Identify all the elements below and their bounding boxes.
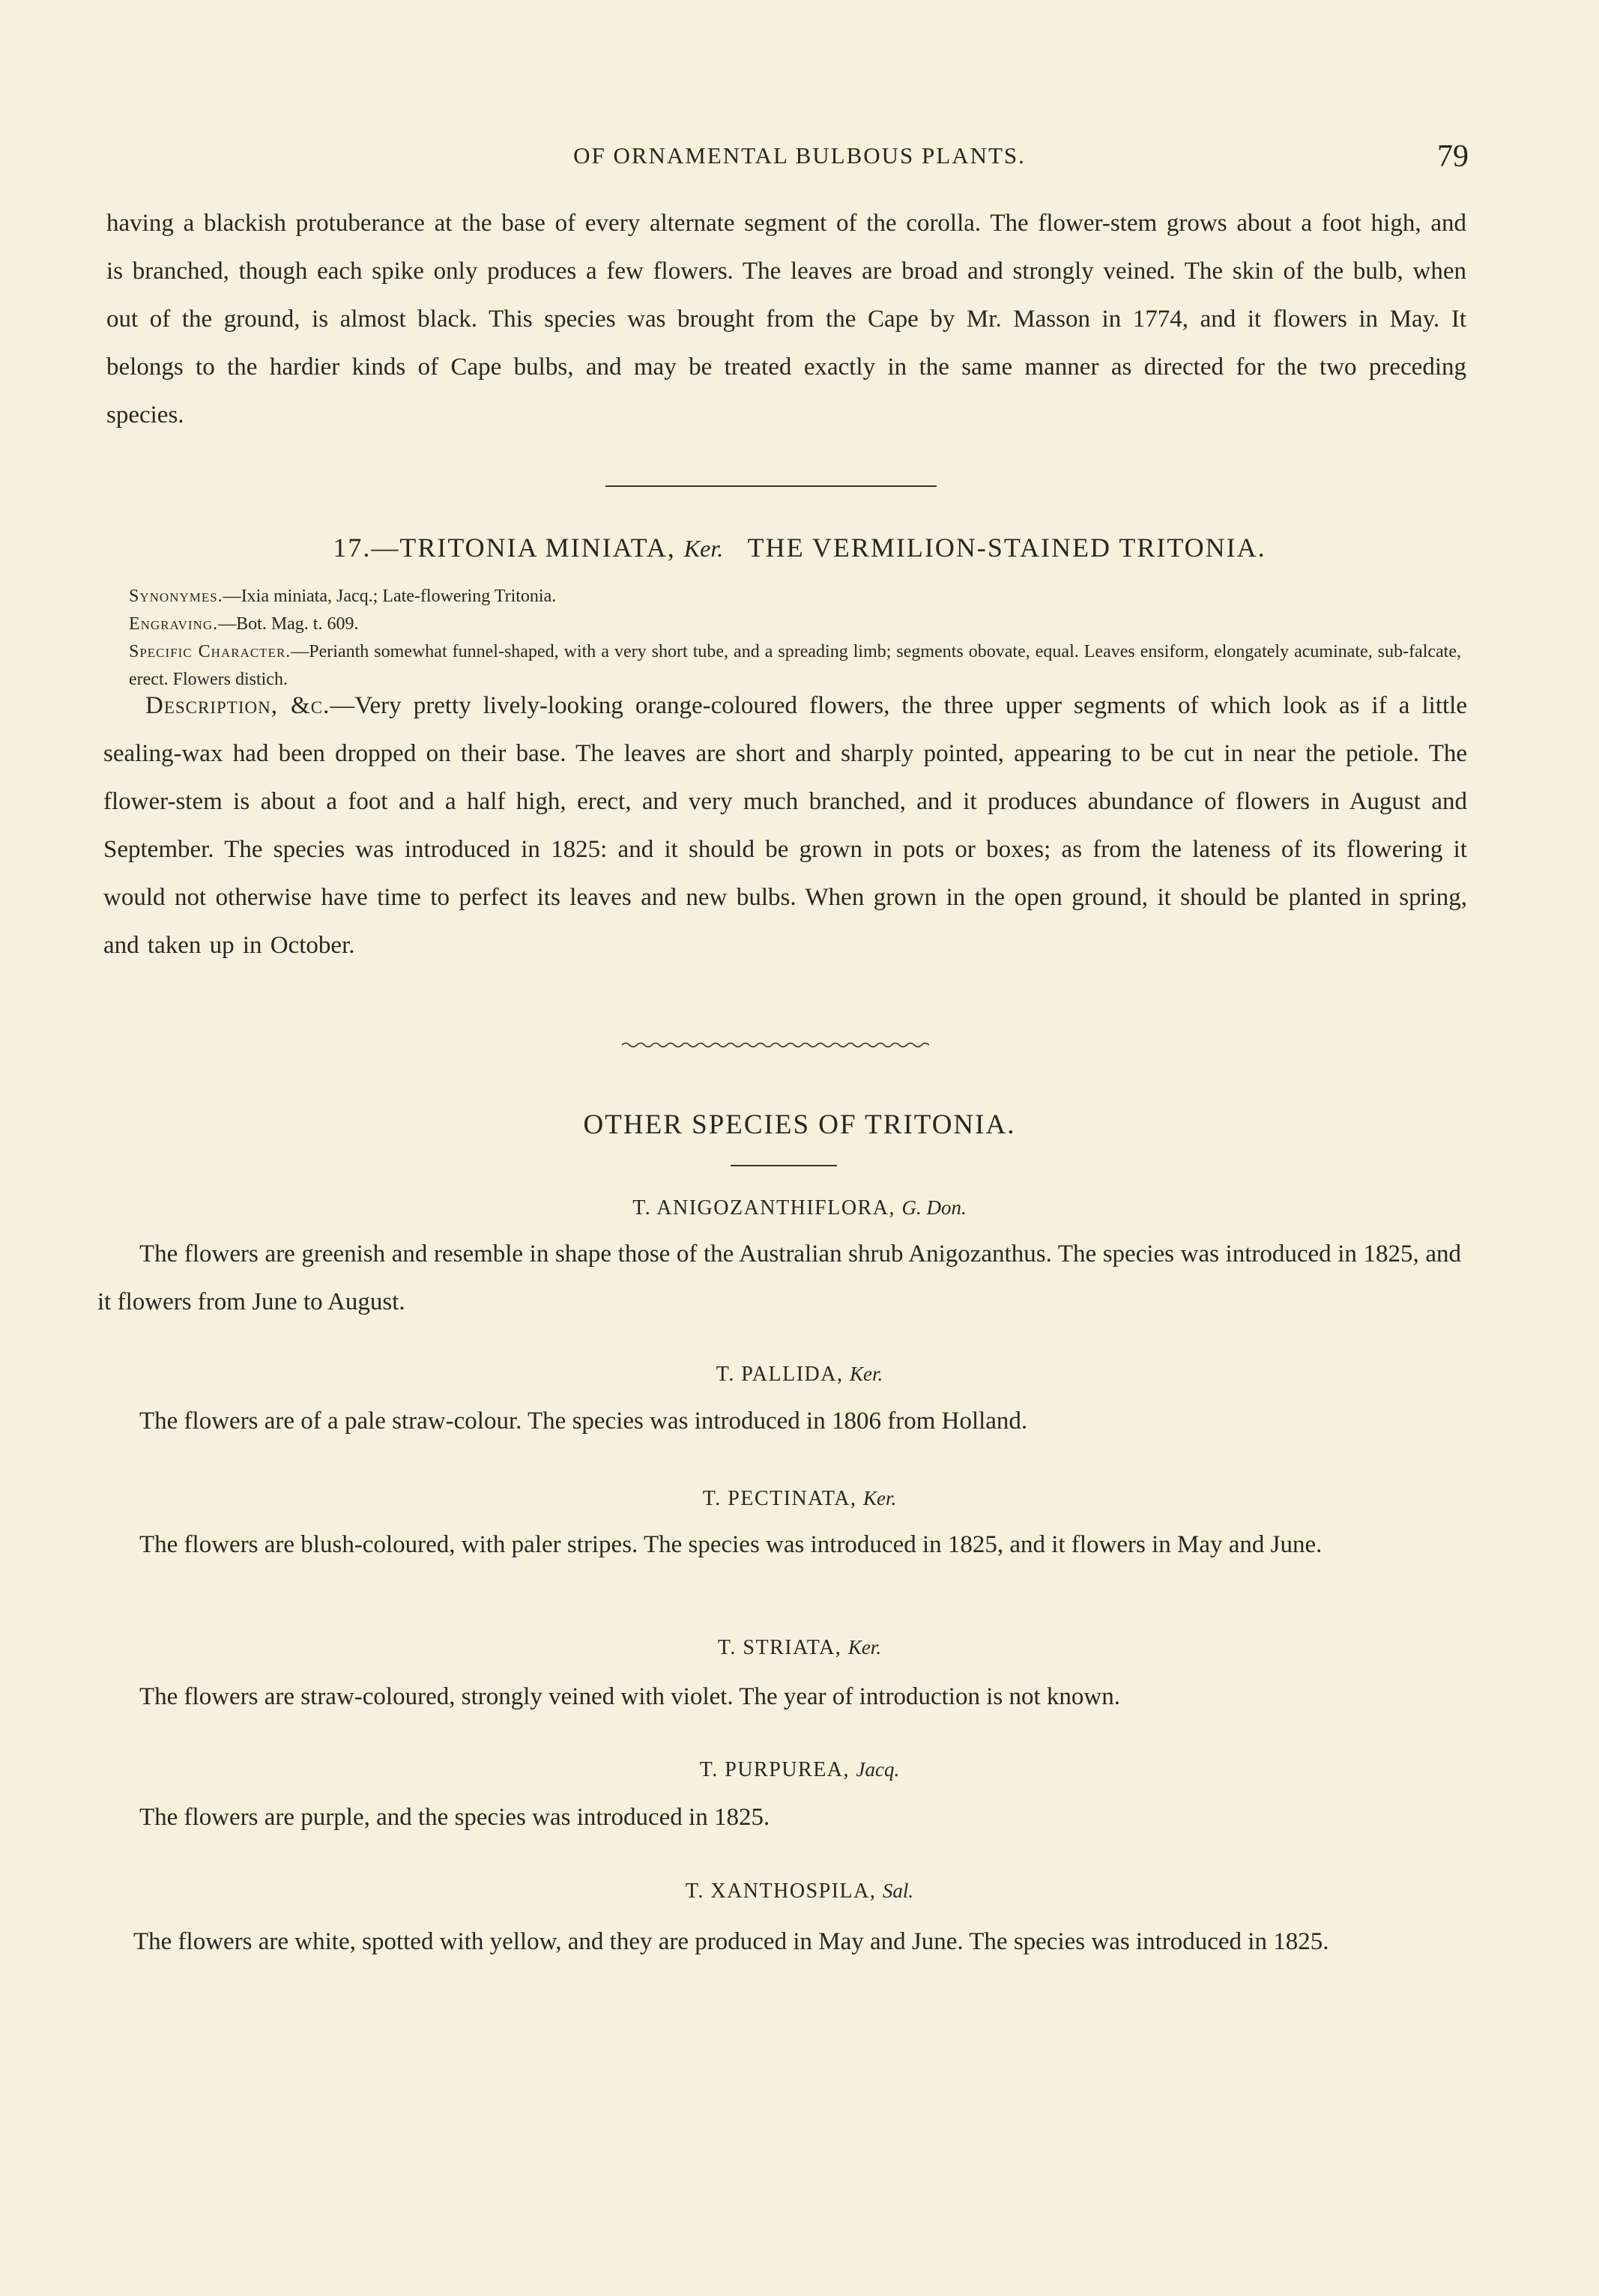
species-author: G. Don. bbox=[901, 1196, 967, 1219]
species-heading-5 bbox=[0, 1879, 1599, 1903]
species-name: T. PECTINATA, bbox=[702, 1487, 857, 1510]
species-text-0: The flowers are greenish and resemble in shape those of the Australian shrub Anigozanthus. The species was introduced in 1825, and it flowers from June to August. bbox=[97, 1241, 1461, 1315]
engraving-text: —Bot. Mag. t. 609. bbox=[218, 614, 359, 634]
species-text-3: The flowers are straw-coloured, strongly veined with violet. The year of introduction is not known. bbox=[139, 1683, 1120, 1710]
species-text-4: The flowers are purple, and the species was introduced in 1825. bbox=[139, 1804, 770, 1831]
species-name: T. PALLIDA, bbox=[716, 1363, 844, 1386]
species-heading-2 bbox=[0, 1487, 1599, 1511]
species-author: Ker. bbox=[847, 1636, 882, 1659]
specific-label: Specific Character. bbox=[129, 642, 291, 661]
engraving-label: Engraving. bbox=[129, 614, 219, 634]
other-species-heading: OTHER SPECIES OF TRITONIA. bbox=[583, 1109, 1016, 1140]
description-label: Description, &c. bbox=[145, 692, 330, 719]
synonymes-text: —Ixia miniata, Jacq.; Late-flowering Tritonia. bbox=[223, 587, 557, 606]
species-text-5: The flowers are white, spotted with yellow, and they are produced in May and June. The species was introduced in 1825. bbox=[133, 1928, 1329, 1955]
species-name: T. XANTHOSPILA, bbox=[685, 1879, 877, 1903]
meta-left-column bbox=[129, 583, 775, 638]
species-name: T. PURPUREA, bbox=[699, 1758, 850, 1781]
entry-number-name: 17.—TRITONIA MINIATA, bbox=[333, 533, 676, 563]
species-heading-0 bbox=[0, 1196, 1599, 1220]
entry-author: Ker. bbox=[683, 535, 724, 562]
running-head: OF ORNAMENTAL BULBOUS PLANTS. bbox=[573, 142, 1026, 169]
species-heading-3 bbox=[0, 1636, 1599, 1660]
section-rule bbox=[605, 485, 937, 487]
short-rule bbox=[731, 1165, 837, 1166]
intro-paragraph: having a blackish protuberance at the base of every alternate segment of the corolla. The flower-stem grows about a foot high, and is branched, though each spike only produces a few flowers. The leaves are broad and strongly veined. The skin of the bulb, when out of the ground, is almost black. This species was brought from the Cape by Mr. Masson in 1774, and it flowers in May. It belongs to the hardier kinds of Cape bulbs, and may be treated exactly in the same manner as directed for the two preceding species. bbox=[106, 210, 1466, 428]
specific-text: —Perianth somewhat funnel-shaped, with a very short tube, and a spreading limb; segments obovate, equal. Leaves ensiform, elongately acuminate, sub-falcate, erect. Flowers distich. bbox=[129, 642, 1462, 689]
description-paragraph bbox=[103, 682, 1467, 969]
species-text-2: The flowers are blush-coloured, with paler stripes. The species was introduced in 1825, and it flowers in May and June. bbox=[139, 1531, 1323, 1558]
species-author: Ker. bbox=[862, 1487, 897, 1509]
species-author: Ker. bbox=[849, 1363, 883, 1385]
entry-common-name: THE VERMILION-STAINED TRITONIA. bbox=[747, 533, 1266, 563]
species-heading-4 bbox=[0, 1758, 1599, 1782]
description-text: —Very pretty lively-looking orange-coloured flowers, the three upper segments of which look as if a little sealing-wax had been dropped on their base. The leaves are short and sharply pointed, appearing to be cut in near the petiole. The flower-stem is about a foot and a half high, erect, and very much branched, and it produces abundance of flowers in August and September. The species was introduced in 1825: and it should be grown in pots or boxes; as from the lateness of its flowering it would not otherwise have time to perfect its leaves and new bulbs. When grown in the open ground, it should be planted in spring, and taken up in October. bbox=[103, 692, 1467, 959]
synonymes-label: Synonymes. bbox=[129, 587, 223, 606]
species-text-1: The flowers are of a pale straw-colour. The species was introduced in 1806 from Holland. bbox=[139, 1408, 1028, 1435]
entry-heading bbox=[0, 532, 1599, 563]
species-name: T. STRIATA, bbox=[717, 1636, 842, 1659]
species-name: T. ANIGOZANTHIFLORA, bbox=[632, 1196, 895, 1220]
synonymes-line bbox=[129, 583, 775, 611]
species-author: Jacq. bbox=[856, 1758, 900, 1781]
page-number: 79 bbox=[1437, 139, 1469, 174]
species-heading-1 bbox=[0, 1363, 1599, 1387]
engraving-line bbox=[129, 611, 775, 638]
wavy-ornament-rule bbox=[622, 1040, 929, 1050]
species-author: Sal. bbox=[882, 1879, 914, 1902]
